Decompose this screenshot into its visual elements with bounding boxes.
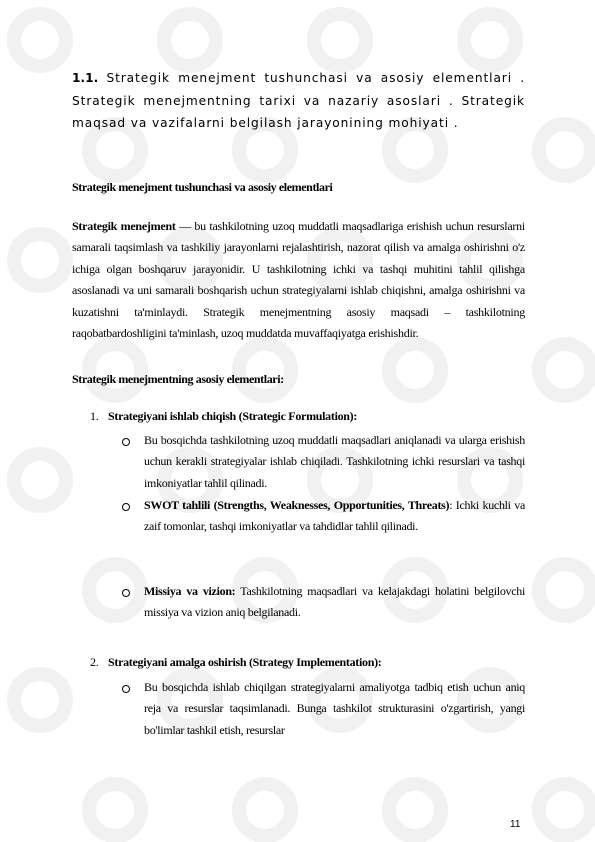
list-item-implementation <box>90 655 381 670</box>
bullet-bold: Missiya va vizion: <box>144 584 236 598</box>
list-item-title: Strategiyani amalga oshirish (Strategy Implementation): <box>108 655 382 669</box>
list-bullet <box>144 677 525 741</box>
section-heading <box>72 67 525 135</box>
bullet-circle-icon <box>122 503 130 511</box>
bullet-text: Bu bosqichda ishlab chiqilgan strategiyalarni amaliyotga tadbiq etish uchun aniq reja va resurslar taqsimlanadi. Bunga tashkilot strukturasini o'zgartirish, yangi bo'limlar tashkil etish, resurslar <box>144 680 525 737</box>
subheading-elements: Strategik menejmentning asosiy elementlari: <box>72 372 284 386</box>
bullet-circle-icon <box>122 685 130 693</box>
bullet-text: Bu bosqichda tashkilotning uzoq muddatli maqsadlari aniqlanadi va ularga erishish uchun kerakli strategiyalar ishlab chiqiladi. Tashkilotning ichki resurslari va tashqi imkoniyatlar tahlil qilinadi. <box>144 433 525 490</box>
bullet-bold: SWOT tahlili (Strengths, Weaknesses, Opportunities, Threats) <box>144 498 450 512</box>
bullet-text: : Ichki kuchli va zaif tomonlar, tashqi imkoniyatlar va tahdidlar tahlil qilinadi. <box>144 498 525 534</box>
section-number: 1.1. <box>72 71 99 85</box>
list-item-number: 2. <box>90 655 99 669</box>
section-title: Strategik menejment tushunchasi va asosiy elementlari . Strategik menejmentning tarixi va nazariy asoslari . Strategik maqsad va vazifalarni belgilash jarayonining mohiyati . <box>72 71 525 130</box>
list-item-formulation <box>90 409 357 424</box>
subheading-concept: Strategik menejment tushunchasi va asosiy elementlari <box>72 180 333 194</box>
definition-text: — bu tashkilotning uzoq muddatli maqsadlariga erishish uchun resurslarni samarali taqsimlash va tashkiliy jarayonlarni rejalashtirish, nazorat qilish va amalga oshirishni o'z ichiga olgan boshqaruv jarayonidir. U tashkilotning ichki va tashqi muhitini tahlil qilishga asoslanadi va uni samarali boshqarish uchun strategiyalarni ishlab chiqishni, amalga oshirishni va kuzatishni ta'minlaydi. Strategik menejmentning asosiy maqsadi – tashkilotning raqobatbardoshligini ta'minlash, uzoq muddatda muvaffaqiyatga erishishdir. <box>72 219 526 341</box>
list-item-title: Strategiyani ishlab chiqish (Strategic Formulation): <box>108 409 358 423</box>
bullet-circle-icon <box>122 589 130 597</box>
definition-paragraph <box>72 216 525 344</box>
bullet-text: Tashkilotning maqsadlari va kelajakdagi holatini belgilovchi missiya va vizion aniq belgilanadi. <box>144 584 525 620</box>
bullet-circle-icon <box>122 438 130 446</box>
list-bullet <box>144 495 525 538</box>
list-bullet <box>144 581 525 624</box>
definition-term: Strategik menejment <box>72 219 176 233</box>
list-item-number: 1. <box>90 409 99 423</box>
page-number: 11 <box>510 819 521 830</box>
list-bullet <box>144 430 525 494</box>
